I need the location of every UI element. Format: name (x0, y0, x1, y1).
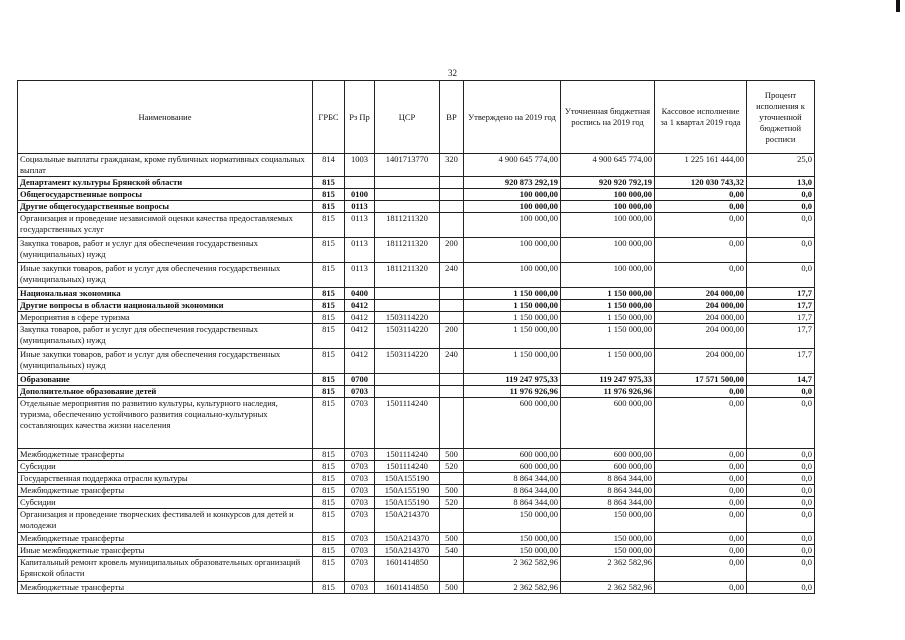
cell-csr: 1501114240 (375, 449, 440, 461)
cell-grbs: 815 (313, 473, 345, 485)
table-row (18, 374, 815, 386)
cell-approved: 2 362 582,96 (464, 582, 561, 594)
cell-grbs: 814 (313, 154, 345, 177)
cell-approved: 100 000,00 (464, 201, 561, 213)
cell-approved: 8 864 344,00 (464, 485, 561, 497)
cell-approved: 600 000,00 (464, 461, 561, 473)
cell-csr (375, 386, 440, 398)
cell-vr: 200 (440, 324, 464, 349)
cell-grbs: 815 (313, 349, 345, 374)
cell-name: Мероприятия в сфере туризма (18, 312, 313, 324)
cell-rzpr (345, 177, 375, 189)
header-vr: ВР (440, 81, 464, 154)
cell-name: Образование (18, 374, 313, 386)
cell-csr: 150A155190 (375, 485, 440, 497)
header-csr: ЦСР (375, 81, 440, 154)
cell-approved: 2 362 582,96 (464, 557, 561, 582)
cell-percent: 25,0 (747, 154, 815, 177)
cell-refined: 2 362 582,96 (561, 557, 655, 582)
header-name: Наименование (18, 81, 313, 154)
cell-rzpr: 1003 (345, 154, 375, 177)
cell-csr: 1811211320 (375, 213, 440, 238)
cell-name: Межбюджетные трансферты (18, 582, 313, 594)
cell-percent: 0,0 (747, 582, 815, 594)
cell-rzpr: 0703 (345, 533, 375, 545)
cell-vr (440, 398, 464, 449)
cell-refined: 1 150 000,00 (561, 288, 655, 300)
cell-refined: 100 000,00 (561, 213, 655, 238)
cell-refined: 4 900 645 774,00 (561, 154, 655, 177)
cell-name: Закупка товаров, работ и услуг для обеспечения государственных (муниципальных) нужд (18, 324, 313, 349)
cell-percent: 0,0 (747, 263, 815, 288)
cell-name: Другие общегосударственные вопросы (18, 201, 313, 213)
cell-rzpr: 0100 (345, 189, 375, 201)
cell-percent: 13,0 (747, 177, 815, 189)
header-approved: Утверждено на 2019 год (464, 81, 561, 154)
cell-vr (440, 300, 464, 312)
cell-csr: 150A155190 (375, 473, 440, 485)
cell-csr (375, 177, 440, 189)
table-row (18, 238, 815, 263)
cell-cash: 0,00 (655, 201, 747, 213)
cell-percent: 0,0 (747, 557, 815, 582)
cell-vr (440, 312, 464, 324)
cell-rzpr: 0703 (345, 545, 375, 557)
table-row (18, 189, 815, 201)
cell-grbs: 815 (313, 189, 345, 201)
cell-csr (375, 201, 440, 213)
cell-percent: 0,0 (747, 485, 815, 497)
cell-refined: 1 150 000,00 (561, 300, 655, 312)
cell-approved: 150 000,00 (464, 533, 561, 545)
cell-cash: 0,00 (655, 545, 747, 557)
cell-refined: 600 000,00 (561, 398, 655, 449)
page-number: 32 (448, 68, 457, 78)
cell-name: Иные закупки товаров, работ и услуг для обеспечения государственных (муниципальных) нужд (18, 349, 313, 374)
cell-csr: 150A214370 (375, 545, 440, 557)
cell-percent: 0,0 (747, 473, 815, 485)
cell-rzpr: 0703 (345, 461, 375, 473)
cell-grbs: 815 (313, 545, 345, 557)
cell-approved: 8 864 344,00 (464, 473, 561, 485)
cell-cash: 0,00 (655, 557, 747, 582)
cell-name: Субсидии (18, 461, 313, 473)
cell-percent: 14,7 (747, 374, 815, 386)
cell-grbs: 815 (313, 398, 345, 449)
cell-grbs: 815 (313, 449, 345, 461)
cell-approved: 920 873 292,19 (464, 177, 561, 189)
table-row (18, 213, 815, 238)
cell-rzpr: 0412 (345, 312, 375, 324)
table-row (18, 485, 815, 497)
cell-name: Организация и проведение независимой оценки качества предоставляемых государственных услуг (18, 213, 313, 238)
cell-percent: 0,0 (747, 213, 815, 238)
cell-approved: 119 247 975,33 (464, 374, 561, 386)
table-row (18, 324, 815, 349)
cell-rzpr: 0113 (345, 201, 375, 213)
cell-rzpr: 0703 (345, 582, 375, 594)
cell-percent: 0,0 (747, 201, 815, 213)
cell-csr (375, 189, 440, 201)
cell-grbs: 815 (313, 201, 345, 213)
table-row (18, 177, 815, 189)
cell-refined: 150 000,00 (561, 509, 655, 533)
cell-cash: 0,00 (655, 461, 747, 473)
header-rzpr: Рз Пр (345, 81, 375, 154)
cell-name: Субсидии (18, 497, 313, 509)
cell-percent: 17,7 (747, 324, 815, 349)
cell-vr (440, 189, 464, 201)
cell-vr: 200 (440, 238, 464, 263)
cell-percent: 17,7 (747, 312, 815, 324)
cell-refined: 8 864 344,00 (561, 473, 655, 485)
cell-vr (440, 374, 464, 386)
cell-vr: 240 (440, 349, 464, 374)
table-row (18, 473, 815, 485)
cell-vr: 500 (440, 449, 464, 461)
cell-vr (440, 557, 464, 582)
cell-refined: 600 000,00 (561, 449, 655, 461)
cell-percent: 0,0 (747, 449, 815, 461)
table-row (18, 509, 815, 533)
cell-grbs: 815 (313, 374, 345, 386)
cell-rzpr: 0703 (345, 497, 375, 509)
cell-cash: 0,00 (655, 398, 747, 449)
cell-name: Межбюджетные трансферты (18, 485, 313, 497)
cell-refined: 100 000,00 (561, 263, 655, 288)
cell-vr (440, 288, 464, 300)
cell-approved: 1 150 000,00 (464, 349, 561, 374)
cell-csr: 1501114240 (375, 398, 440, 449)
cell-grbs: 815 (313, 497, 345, 509)
cell-cash: 0,00 (655, 582, 747, 594)
cell-approved: 1 150 000,00 (464, 300, 561, 312)
cell-refined: 100 000,00 (561, 201, 655, 213)
cell-rzpr: 0412 (345, 324, 375, 349)
cell-vr (440, 473, 464, 485)
cell-name: Государственная поддержка отрасли культуры (18, 473, 313, 485)
cell-approved: 150 000,00 (464, 509, 561, 533)
cell-refined: 150 000,00 (561, 545, 655, 557)
cell-percent: 0,0 (747, 189, 815, 201)
cell-vr: 500 (440, 533, 464, 545)
cell-csr: 1503114220 (375, 349, 440, 374)
cell-approved: 150 000,00 (464, 545, 561, 557)
cell-refined: 8 864 344,00 (561, 497, 655, 509)
cell-name: Социальные выплаты гражданам, кроме публичных нормативных социальных выплат (18, 154, 313, 177)
cell-cash: 204 000,00 (655, 349, 747, 374)
cell-vr (440, 213, 464, 238)
cell-refined: 150 000,00 (561, 533, 655, 545)
cell-grbs: 815 (313, 288, 345, 300)
cell-rzpr: 0703 (345, 449, 375, 461)
cell-grbs: 815 (313, 582, 345, 594)
corner-mark (896, 0, 900, 12)
cell-percent: 17,7 (747, 349, 815, 374)
table-row (18, 461, 815, 473)
table-row (18, 300, 815, 312)
table-row (18, 154, 815, 177)
cell-rzpr: 0700 (345, 374, 375, 386)
cell-percent: 17,7 (747, 300, 815, 312)
cell-name: Иные межбюджетные трансферты (18, 545, 313, 557)
cell-cash: 0,00 (655, 263, 747, 288)
cell-grbs: 815 (313, 557, 345, 582)
cell-rzpr: 0703 (345, 398, 375, 449)
table-row (18, 312, 815, 324)
cell-percent: 0,0 (747, 545, 815, 557)
cell-cash: 0,00 (655, 386, 747, 398)
cell-rzpr: 0113 (345, 213, 375, 238)
cell-rzpr: 0703 (345, 473, 375, 485)
table-row (18, 497, 815, 509)
cell-cash: 17 571 500,00 (655, 374, 747, 386)
cell-name: Национальная экономика (18, 288, 313, 300)
header-refined: Уточненная бюджетная роспись на 2019 год (561, 81, 655, 154)
cell-name: Отдельные мероприятия по развитию культуры, культурного наследия, туризма, обеспечению устойчивого развития социально-культурных составляющих качества жизни населения (18, 398, 313, 449)
cell-approved: 1 150 000,00 (464, 324, 561, 349)
cell-cash: 0,00 (655, 533, 747, 545)
cell-cash: 204 000,00 (655, 300, 747, 312)
cell-refined: 1 150 000,00 (561, 324, 655, 349)
cell-rzpr: 0703 (345, 557, 375, 582)
cell-approved: 1 150 000,00 (464, 288, 561, 300)
cell-vr (440, 386, 464, 398)
cell-vr (440, 509, 464, 533)
cell-name: Межбюджетные трансферты (18, 449, 313, 461)
cell-rzpr: 0412 (345, 300, 375, 312)
cell-grbs: 815 (313, 461, 345, 473)
cell-refined: 11 976 926,96 (561, 386, 655, 398)
cell-approved: 100 000,00 (464, 213, 561, 238)
cell-percent: 0,0 (747, 533, 815, 545)
cell-percent: 0,0 (747, 509, 815, 533)
cell-name: Организация и проведение творческих фестивалей и конкурсов для детей и молодежи (18, 509, 313, 533)
cell-csr: 150A214370 (375, 533, 440, 545)
cell-name: Закупка товаров, работ и услуг для обеспечения государственных (муниципальных) нужд (18, 238, 313, 263)
cell-vr (440, 177, 464, 189)
header-cash: Кассовое исполнение за 1 квартал 2019 года (655, 81, 747, 154)
table-body (18, 154, 815, 594)
cell-vr: 500 (440, 582, 464, 594)
table-row (18, 263, 815, 288)
budget-table (17, 80, 815, 594)
cell-approved: 1 150 000,00 (464, 312, 561, 324)
cell-rzpr: 0400 (345, 288, 375, 300)
cell-vr: 520 (440, 497, 464, 509)
cell-csr: 1811211320 (375, 263, 440, 288)
cell-grbs: 815 (313, 300, 345, 312)
cell-csr: 1401713770 (375, 154, 440, 177)
cell-csr: 1811211320 (375, 238, 440, 263)
cell-name: Общегосударственные вопросы (18, 189, 313, 201)
cell-name: Капитальный ремонт кровель муниципальных образовательных организаций Брянской области (18, 557, 313, 582)
cell-percent: 0,0 (747, 497, 815, 509)
header-row (18, 81, 815, 154)
table-row (18, 545, 815, 557)
cell-grbs: 815 (313, 324, 345, 349)
cell-csr: 1503114220 (375, 324, 440, 349)
cell-vr: 520 (440, 461, 464, 473)
cell-csr: 1601414850 (375, 557, 440, 582)
cell-approved: 100 000,00 (464, 189, 561, 201)
cell-grbs: 815 (313, 177, 345, 189)
cell-rzpr: 0703 (345, 485, 375, 497)
cell-refined: 1 150 000,00 (561, 349, 655, 374)
cell-csr (375, 288, 440, 300)
cell-rzpr: 0703 (345, 386, 375, 398)
cell-cash: 0,00 (655, 509, 747, 533)
cell-csr (375, 374, 440, 386)
cell-percent: 0,0 (747, 386, 815, 398)
cell-grbs: 815 (313, 312, 345, 324)
cell-name: Межбюджетные трансферты (18, 533, 313, 545)
cell-csr: 150A155190 (375, 497, 440, 509)
cell-approved: 600 000,00 (464, 398, 561, 449)
cell-grbs: 815 (313, 213, 345, 238)
cell-grbs: 815 (313, 263, 345, 288)
cell-cash: 0,00 (655, 449, 747, 461)
cell-csr: 1503114220 (375, 312, 440, 324)
cell-refined: 920 920 792,19 (561, 177, 655, 189)
cell-refined: 8 864 344,00 (561, 485, 655, 497)
cell-vr (440, 201, 464, 213)
cell-approved: 8 864 344,00 (464, 497, 561, 509)
cell-refined: 600 000,00 (561, 461, 655, 473)
cell-cash: 0,00 (655, 189, 747, 201)
table-row (18, 449, 815, 461)
cell-name: Дополнительное образование детей (18, 386, 313, 398)
cell-approved: 11 976 926,96 (464, 386, 561, 398)
cell-cash: 0,00 (655, 213, 747, 238)
table-row (18, 201, 815, 213)
cell-approved: 4 900 645 774,00 (464, 154, 561, 177)
cell-csr: 1501114240 (375, 461, 440, 473)
cell-refined: 119 247 975,33 (561, 374, 655, 386)
cell-refined: 1 150 000,00 (561, 312, 655, 324)
cell-grbs: 815 (313, 533, 345, 545)
cell-percent: 0,0 (747, 461, 815, 473)
table-row (18, 386, 815, 398)
table-row (18, 533, 815, 545)
cell-approved: 100 000,00 (464, 238, 561, 263)
cell-name: Иные закупки товаров, работ и услуг для обеспечения государственных (муниципальных) нужд (18, 263, 313, 288)
cell-refined: 100 000,00 (561, 189, 655, 201)
table-row (18, 398, 815, 449)
cell-cash: 1 225 161 444,00 (655, 154, 747, 177)
cell-approved: 100 000,00 (464, 263, 561, 288)
cell-refined: 100 000,00 (561, 238, 655, 263)
table-row (18, 557, 815, 582)
cell-rzpr: 0113 (345, 238, 375, 263)
cell-csr (375, 300, 440, 312)
cell-cash: 0,00 (655, 485, 747, 497)
cell-refined: 2 362 582,96 (561, 582, 655, 594)
cell-vr: 540 (440, 545, 464, 557)
cell-csr: 150A214370 (375, 509, 440, 533)
cell-rzpr: 0703 (345, 509, 375, 533)
header-percent: Процент исполнения к уточненной бюджетной росписи (747, 81, 815, 154)
cell-cash: 204 000,00 (655, 312, 747, 324)
cell-vr: 500 (440, 485, 464, 497)
cell-grbs: 815 (313, 509, 345, 533)
cell-rzpr: 0113 (345, 263, 375, 288)
cell-cash: 204 000,00 (655, 324, 747, 349)
cell-cash: 0,00 (655, 238, 747, 263)
cell-percent: 0,0 (747, 398, 815, 449)
table-row (18, 582, 815, 594)
cell-percent: 17,7 (747, 288, 815, 300)
table-row (18, 349, 815, 374)
cell-csr: 1601414850 (375, 582, 440, 594)
cell-rzpr: 0412 (345, 349, 375, 374)
cell-grbs: 815 (313, 386, 345, 398)
cell-grbs: 815 (313, 485, 345, 497)
table-row (18, 288, 815, 300)
cell-vr: 240 (440, 263, 464, 288)
cell-grbs: 815 (313, 238, 345, 263)
cell-cash: 204 000,00 (655, 288, 747, 300)
cell-name: Другие вопросы в области национальной экономики (18, 300, 313, 312)
cell-approved: 600 000,00 (464, 449, 561, 461)
header-grbs: ГРБС (313, 81, 345, 154)
cell-cash: 0,00 (655, 473, 747, 485)
cell-cash: 120 030 743,32 (655, 177, 747, 189)
cell-vr: 320 (440, 154, 464, 177)
cell-cash: 0,00 (655, 497, 747, 509)
cell-name: Департамент культуры Брянской области (18, 177, 313, 189)
cell-percent: 0,0 (747, 238, 815, 263)
